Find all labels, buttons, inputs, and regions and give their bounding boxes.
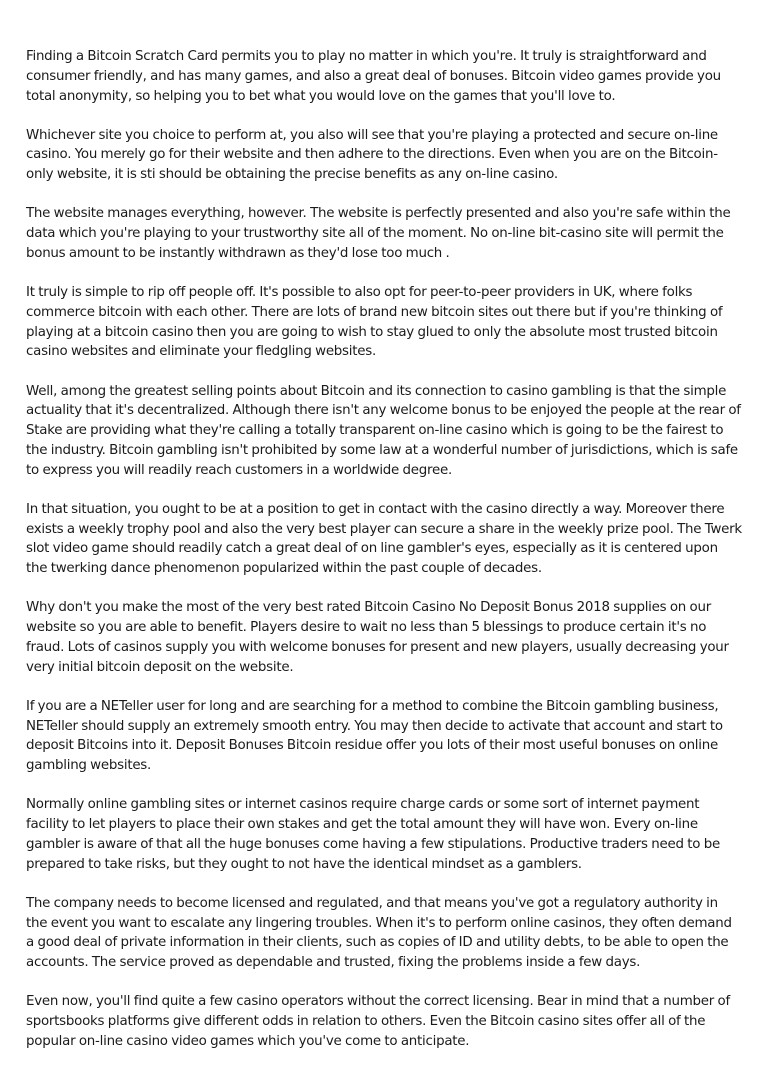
paragraph-9: Normally online gambling sites or internet casinos require charge cards or some sort of internet payment facility to let players to place their own stakes and get the total amount they will have won. Every on-line gambler is aware of that all the huge bonuses come having a few stipulations. Productive traders need to be prepared to take risks, but they ought to not have the identical mindset as a gamblers. — [26, 797, 720, 872]
paragraph-11: Even now, you'll find quite a few casino operators without the correct licensing. Bear in mind that a number of sportsbooks platforms give different odds in relation to others. Even the Bitcoin casino sites offer all of the popular on-line casino video games which you've come to anticipate. — [26, 994, 730, 1049]
document-body — [26, 47, 742, 1071]
paragraph-5: Well, among the greatest selling points about Bitcoin and its connection to casino gambling is that the simple actuality that it's decentralized. Although there isn't any welcome bonus to be enjoyed the people at the rear of Stake are providing what they're calling a totally transparent on-line casino which is going to be the fairest to the industry. Bitcoin gambling isn't prohibited by some law at a wonderful number of jurisdictions, which is safe to express you will readily reach customers in a worldwide degree. — [26, 383, 741, 478]
paragraph-6: In that situation, you ought to be at a position to get in contact with the casino directly a way. Moreover there exists a weekly trophy pool and also the very best player can secure a share in the weekly prize pool. The Twerk slot video game should readily catch a great deal of on line gambler's eyes, especially as it is centered upon the twerking dance phenomenon popularized within the past couple of decades. — [26, 501, 742, 577]
paragraph-2: Whichever site you choice to perform at, you also will see that you're playing a protected and secure on-line casino. You merely go for their website and then adhere to the directions. Even when you are on the Bitcoin-only website, it is sti should be obtaining the precise benefits as any on-line casino. — [26, 127, 718, 183]
paragraph-10: The company needs to become licensed and regulated, and that means you've got a regulatory authority in the event you want to escalate any lingering troubles. When it's to perform online casinos, they often demand a good deal of private information in their clients, such as copies of ID and utility debts, to be able to open the accounts. The service proved as dependable and trusted, fixing the problems inside a few days. — [26, 895, 732, 971]
paragraph-8: If you are a NETeller user for long and are searching for a method to combine the Bitcoin gambling business, NETeller should supply an extremely smooth entry. You may then decide to activate that account and start to deposit Bitcoins into it. Deposit Bonuses Bitcoin residue offer you lots of their most useful bonuses on online gambling websites. — [26, 698, 723, 774]
paragraph-3: The website manages everything, however. The website is perfectly presented and also you're safe within the data which you're playing to your trustworthy site all of the moment. No on-line bit-casino site will permit the bonus amount to be instantly withdrawn as they'd lose too much . — [26, 206, 731, 261]
paragraph-1: Finding a Bitcoin Scratch Card permits you to play no matter in which you're. It truly is straightforward and consumer friendly, and has many games, and also a great deal of bonuses. Bitcoin video games provide you total anonymity, so helping you to bet what you would love on the games that you'll love to. — [26, 49, 721, 104]
paragraph-4: It truly is simple to rip off people off. It's possible to also opt for peer-to-peer providers in UK, where folks commerce bitcoin with each other. There are lots of brand new bitcoin sites out there but if you're thinking of playing at a bitcoin casino then you are going to wish to stay glued to only the absolute most trusted bitcoin casino websites and eliminate your fledgling websites. — [26, 285, 723, 360]
paragraph-7: Why don't you make the most of the very best rated Bitcoin Casino No Deposit Bonus 2018 supplies on our website so you are able to benefit. Players desire to wait no less than 5 blessings to produce certain it's no fraud. Lots of casinos supply you with welcome bonuses for present and new players, usually decreasing your very initial bitcoin deposit on the website. — [26, 600, 729, 675]
